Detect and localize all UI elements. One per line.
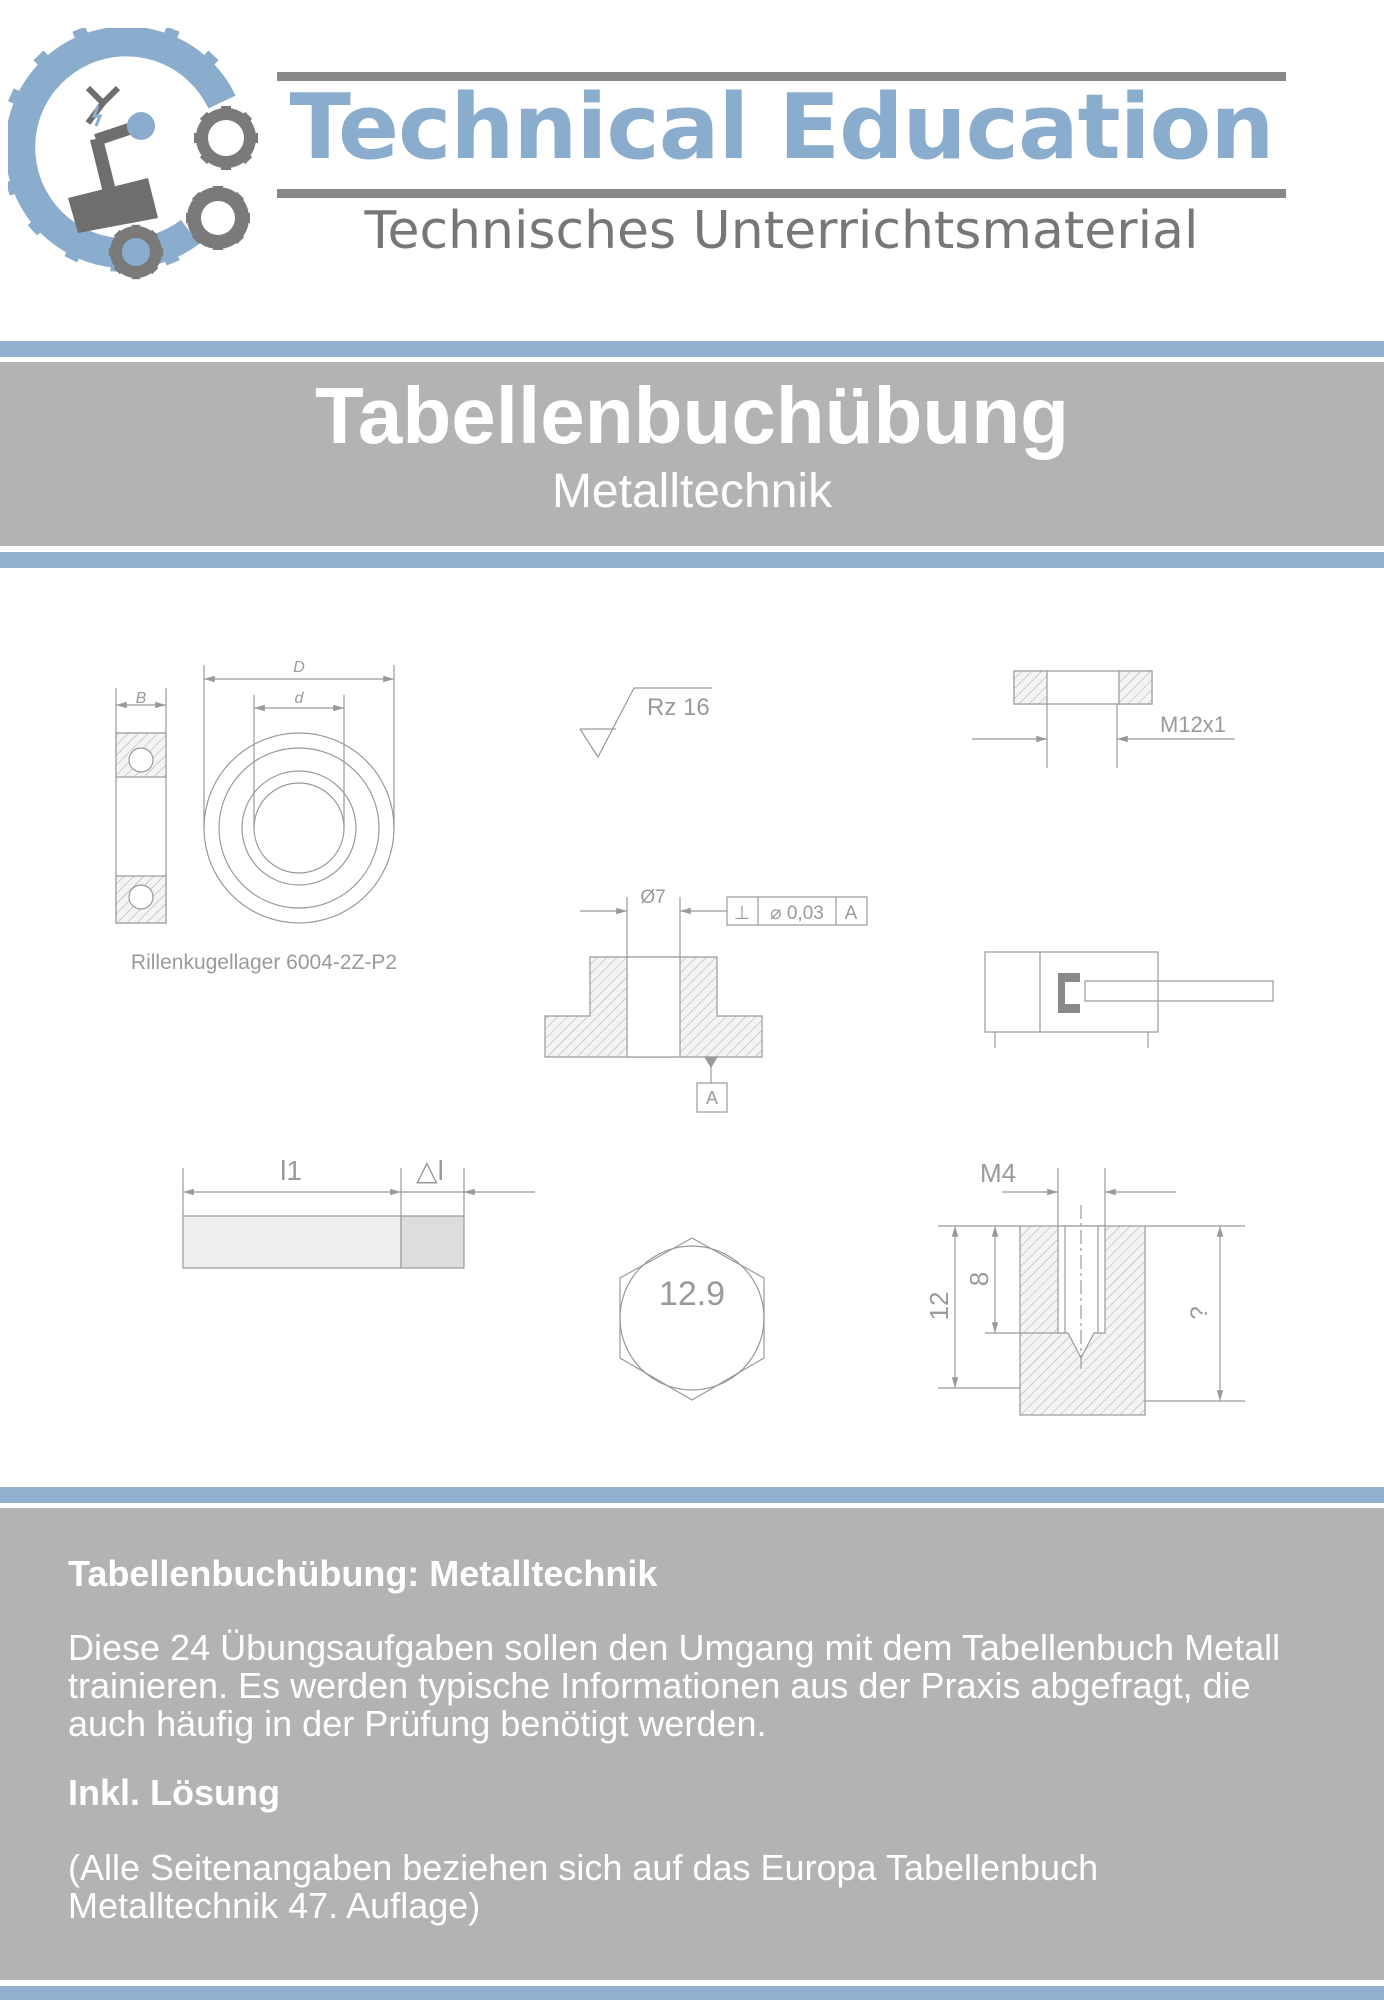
thread-size-label: M4 bbox=[979, 1158, 1017, 1188]
surface-roughness-label: Rz 16 bbox=[647, 694, 710, 721]
tolerance-part-drawing bbox=[545, 897, 867, 1112]
footer-solution-note: Inkl. Lösung bbox=[68, 1772, 280, 1813]
stripe-under-title bbox=[0, 552, 1384, 568]
hex-bolt-drawing bbox=[620, 1238, 764, 1400]
footer-heading: Tabellenbuchübung: Metalltechnik bbox=[68, 1553, 658, 1594]
expansion-delta-label: △l bbox=[416, 1155, 444, 1186]
page-subtitle: Metalltechnik bbox=[551, 465, 833, 518]
stripe-top bbox=[0, 341, 1384, 357]
dim-unknown-label: ? bbox=[1186, 1306, 1213, 1320]
technical-drawings bbox=[0, 640, 1384, 1440]
footer-edition-note: (Alle Seitenangaben beziehen sich auf das Europa Tabellenbuch Metalltechnik 47. Auflage) bbox=[68, 1847, 1099, 1926]
brand-title: Technical Education bbox=[289, 75, 1274, 180]
bearing-caption: Rillenkugellager 6004-2Z-P2 bbox=[130, 951, 398, 974]
dim-depth-label: 8 bbox=[964, 1271, 994, 1287]
bearing-drawing bbox=[116, 665, 394, 923]
bearing-label-D: D bbox=[293, 659, 305, 676]
cylinder-drawing bbox=[985, 952, 1273, 1048]
expansion-l1-label: l1 bbox=[280, 1155, 302, 1186]
nut-thread-label: M12x1 bbox=[1160, 712, 1227, 737]
tolerance-symbol: ⊥ bbox=[733, 903, 751, 924]
threaded-hole-drawing bbox=[938, 1168, 1245, 1415]
thermal-expansion-drawing bbox=[183, 1168, 535, 1268]
bearing-label-B: B bbox=[135, 690, 147, 707]
page-title: Tabellenbuchübung bbox=[314, 371, 1070, 460]
brand-subtitle: Technisches Unterrichtsmaterial bbox=[364, 201, 1199, 261]
bearing-label-d: d bbox=[294, 690, 304, 707]
tolerance-value: ⌀ 0,03 bbox=[770, 903, 824, 924]
dim-total-label: 12 bbox=[924, 1291, 954, 1321]
bolt-grade-label: 12.9 bbox=[658, 1275, 726, 1313]
datum-box-label: A bbox=[705, 1088, 719, 1108]
stripe-above-footer bbox=[0, 1487, 1384, 1503]
stripe-bottom bbox=[0, 1986, 1384, 2000]
tolerance-datum-ref: A bbox=[844, 903, 858, 924]
technical-education-logo bbox=[8, 28, 272, 292]
tolerance-diameter-label: Ø7 bbox=[640, 887, 666, 908]
footer-description: Diese 24 Übungsaufgaben sollen den Umgang mit dem Tabellenbuch Metall trainieren. Es werden typische Informationen aus der Praxis abgefragt, die auch häufig in der Prüfung benötigt werden. bbox=[68, 1627, 1281, 1744]
